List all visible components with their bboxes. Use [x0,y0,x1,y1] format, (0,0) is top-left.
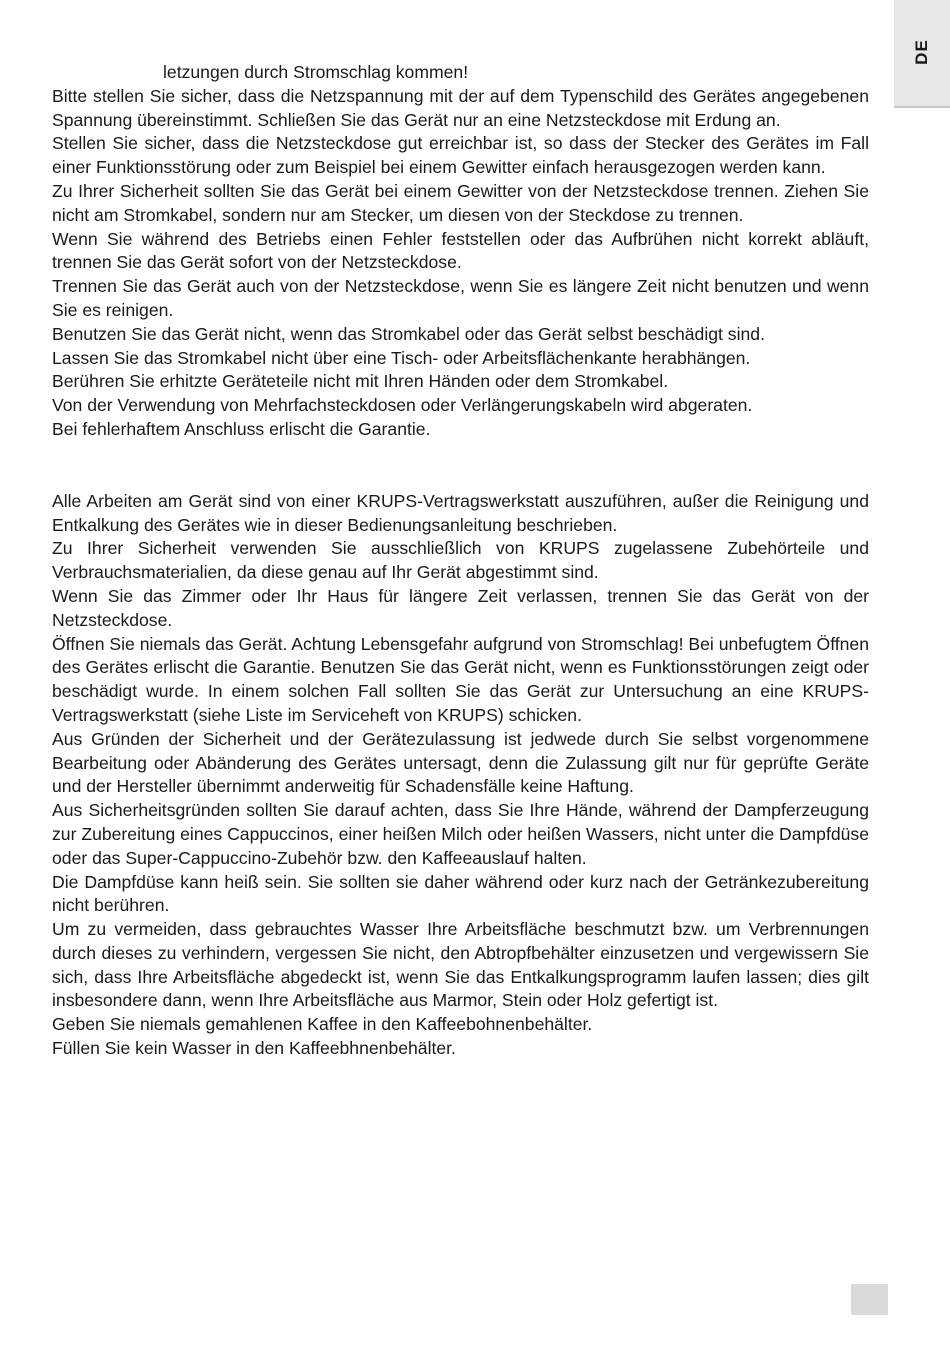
paragraph: Öffnen Sie niemals das Gerät. Achtung Lebensgefahr aufgrund von Stromschlag! Bei unbefugtem Öffnen des Gerätes erlischt die Garantie. Benutzen Sie das Gerät nicht, wenn es Funktionsstörungen zeigt oder beschädigt wurde. In einem solchen Fall sollten Sie das Gerät zur Untersuchung an eine KRUPS-Vertragswerkstatt (siehe Liste im Serviceheft von KRUPS) schicken. [52,633,870,725]
paragraph: Um zu vermeiden, dass gebrauchtes Wasser Ihre Arbeitsfläche beschmutzt bzw. um Verbrennungen durch dieses zu verhindern, vergessen Sie nicht, den Abtropfbehälter einzusetzen und vergewissern Sie sich, dass Ihre Arbeitsfläche abgedeckt ist, wenn Sie das Entkalkungsprogramm laufen lassen; dies gilt insbesondere dann, wenn Ihre Arbeitsfläche aus Marmor, Stein oder Holz gefertigt ist. [52,919,869,1011]
section-spacer [52,442,869,490]
paragraph: Die Dampfdüse kann heiß sein. Sie sollten sie daher während oder kurz nach der Getränkezubereitung nicht berühren. [52,871,869,916]
paragraph: Füllen Sie kein Wasser in den Kaffeebhnenbehälter. [52,1038,456,1059]
safety-section-service [52,490,869,1061]
paragraph: Bei fehlerhaftem Anschluss erlischt die Garantie. [52,418,431,439]
paragraph: Benutzen Sie das Gerät nicht, wenn das Stromkabel oder das Gerät selbst beschädigt sind. [52,323,765,344]
page-number-box [851,1284,888,1315]
paragraph: Alle Arbeiten am Gerät sind von einer KRUPS-Vertragswerkstatt auszuführen, außer die Reinigung und Entkalkung des Gerätes wie in dieser Bedienungsanleitung beschrieben. [52,490,869,535]
paragraph: Stellen Sie sicher, dass die Netzsteckdose gut erreichbar ist, so dass der Stecker des Gerätes im Fall einer Funktionsstörung oder zum Beispiel bei einem Gewitter einfach herausgezogen werden kann. [52,133,869,178]
paragraph: Wenn Sie während des Betriebs einen Fehler feststellen oder das Aufbrühen nicht korrekt abläuft, trennen Sie das Gerät sofort von der Netzsteckdose. [52,228,869,273]
paragraph: Berühren Sie erhitzte Geräteteile nicht mit Ihren Händen oder dem Stromkabel. [52,371,669,392]
paragraph: Bitte stellen Sie sicher, dass die Netzspannung mit der auf dem Typenschild des Gerätes angegebenen Spannung übereinstimmt. Schließen Sie das Gerät nur an eine Netzsteckdose mit Erdung an. [52,85,869,130]
paragraph: Von der Verwendung von Mehrfachsteckdosen oder Verlängerungskabeln wird abgeraten. [52,395,753,416]
paragraph: Trennen Sie das Gerät auch von der Netzsteckdose, wenn Sie es längere Zeit nicht benutzen und wenn Sie es reinigen. [52,276,869,320]
paragraph: Geben Sie niemals gemahlenen Kaffee in den Kaffeebohnenbehälter. [52,1014,593,1035]
paragraph: Zu Ihrer Sicherheit verwenden Sie ausschließlich von KRUPS zugelassene Zubehörteile und Verbrauchsmaterialien, da diese genau auf Ihr Gerät abgestimmt sind. [52,538,869,583]
paragraph: Wenn Sie das Zimmer oder Ihr Haus für längere Zeit verlassen, trennen Sie das Gerät von der Netzsteckdose. [52,585,869,630]
paragraph: letzungen durch Stromschlag kommen! [163,62,469,82]
language-tab-label: DE [912,39,931,65]
paragraph: Lassen Sie das Stromkabel nicht über eine Tisch- oder Arbeitsflächenkante herabhängen. [52,347,751,368]
paragraph: Aus Sicherheitsgründen sollten Sie darauf achten, dass Sie Ihre Hände, während der Dampferzeugung zur Zubereitung eines Cappuccinos, einer heißen Milch oder heißen Wassers, nicht unter die Dampfdüse oder das Super-Cappuccino-Zubehör bzw. den Kaffeeauslauf halten. [52,800,869,868]
safety-section-electrical [52,61,869,442]
paragraph: Zu Ihrer Sicherheit sollten Sie das Gerät bei einem Gewitter von der Netzsteckdose trennen. Ziehen Sie nicht am Stromkabel, sondern nur am Stecker, um diesen von der Steckdose zu trennen. [52,180,869,225]
language-tab [894,0,950,108]
paragraph: Aus Gründen der Sicherheit und der Gerätezulassung ist jedwede durch Sie selbst vorgenommene Bearbeitung oder Abänderung des Gerätes untersagt, denn die Zulassung gilt nur für geprüfte Geräte und der Hersteller übernimmt anderweitig für Schadensfälle keine Haftung. [52,728,869,797]
document-body [52,61,869,1061]
